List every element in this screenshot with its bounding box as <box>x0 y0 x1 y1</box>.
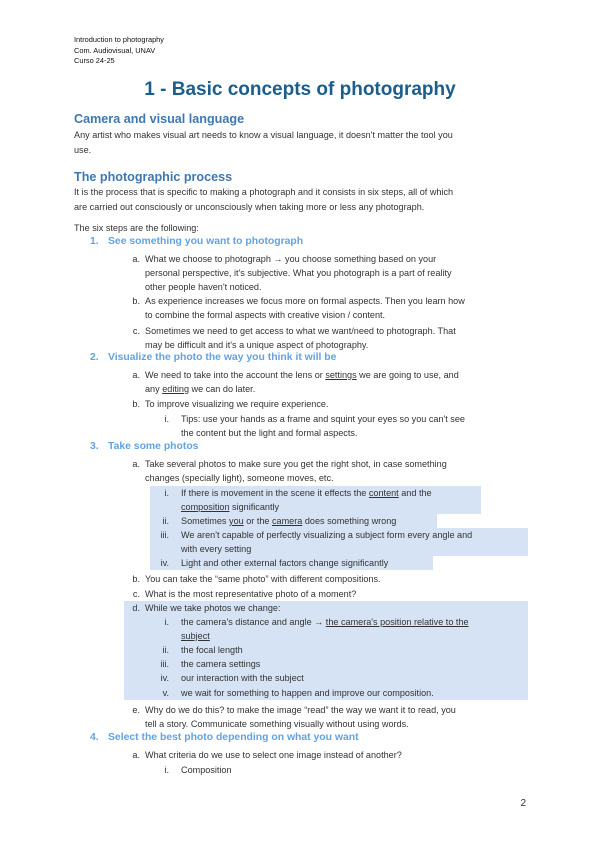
item-line <box>181 615 469 629</box>
text-run: and the <box>398 488 432 498</box>
list-item <box>162 643 243 657</box>
step-number: 2. <box>90 352 99 363</box>
list-item <box>132 397 329 411</box>
list-item <box>160 657 261 671</box>
item-line: changes (specially light), someone moves, etc. <box>145 473 334 483</box>
course-header <box>74 35 164 67</box>
list-item <box>132 294 465 322</box>
list-item <box>164 763 232 777</box>
item-line: the focal length <box>181 645 243 655</box>
text-run: If there is movement in the scene it effects the <box>181 488 369 498</box>
item-line <box>145 368 459 382</box>
list-marker: i. <box>164 414 169 424</box>
step-number: 4. <box>90 732 99 743</box>
header-course-name: Introduction to photography <box>74 35 164 44</box>
item-line: may be difficult and it's a unique aspect of photography. <box>145 340 369 350</box>
step-label: See something you want to photograph <box>108 236 304 247</box>
item-line: other people haven't noticed. <box>145 282 262 292</box>
underlined-term: you <box>229 516 244 526</box>
list-marker: a. <box>132 254 140 264</box>
text-run: significantly <box>229 502 280 512</box>
item-line: tell a story. Communicate something visually without using words. <box>145 719 409 729</box>
text-run: we are going to use, and <box>356 370 459 380</box>
item-line: Light and other external factors change significantly <box>181 558 389 568</box>
underlined-term: editing <box>162 384 190 394</box>
step-number: 1. <box>90 236 99 247</box>
item-line: Sometimes we need to get access to what we want/need to photograph. That <box>145 326 456 336</box>
item-line <box>181 500 432 514</box>
page-title: 1 - Basic concepts of photography <box>144 79 456 100</box>
underlined-term: subject <box>181 631 210 641</box>
list-marker: e. <box>132 705 140 715</box>
list-marker: v. <box>162 688 169 698</box>
list-marker: iii. <box>160 659 169 669</box>
list-marker: iv. <box>160 673 169 683</box>
item-line <box>181 514 396 528</box>
underlined-term: settings <box>325 370 357 380</box>
list-item <box>132 703 456 731</box>
item-line: Take several photos to make sure you get the right shot, in case something <box>145 459 447 469</box>
item-line: What criteria do we use to select one image instead of another? <box>145 750 402 760</box>
list-marker: c. <box>132 326 140 336</box>
list-marker: c. <box>132 589 140 599</box>
text-run: we can do later. <box>189 384 256 394</box>
underlined-term: camera <box>272 516 303 526</box>
page-number: 2 <box>520 798 526 809</box>
list-item <box>162 514 397 528</box>
step-label: Select the best photo depending on what you want <box>108 732 359 743</box>
list-item <box>160 671 304 685</box>
item-line: personal perspective, it's subjective. What you photograph is a part of reality <box>145 268 452 278</box>
list-marker: i. <box>164 765 169 775</box>
item-line: the content but the light and formal aspects. <box>181 428 358 438</box>
item-line: Composition <box>181 765 232 775</box>
list-marker: i. <box>164 488 169 498</box>
list-item <box>132 748 402 762</box>
list-marker: ii. <box>162 645 169 655</box>
text-run: does something wrong <box>302 516 397 526</box>
item-line: we wait for something to happen and improve our composition. <box>181 688 434 698</box>
paragraph-line: are carried out consciously or unconsciously when taking more or less any photograph. <box>74 202 425 212</box>
list-marker: iii. <box>160 530 169 540</box>
item-line: to combine the formal aspects with creative vision / content. <box>145 310 386 320</box>
underlined-term: content <box>368 488 399 498</box>
list-item <box>160 528 473 556</box>
text-run: any <box>145 384 163 394</box>
step-heading-2 <box>90 352 336 363</box>
list-item <box>132 587 357 601</box>
list-marker: a. <box>132 370 140 380</box>
list-marker: d. <box>132 603 140 613</box>
paragraph-line: Any artist who makes visual art needs to know a visual language, it doesn't matter the tool you <box>74 130 453 140</box>
item-line <box>145 382 459 396</box>
section-paragraph-camera <box>74 128 534 158</box>
item-line: with every setting <box>181 544 252 554</box>
step-label: Take some photos <box>108 441 199 452</box>
text-run: Sometimes <box>181 516 230 526</box>
text-run: the camera's distance and angle → <box>181 617 326 627</box>
section-paragraph-process <box>74 185 534 215</box>
item-line: We aren't capable of perfectly visualizing a subject form every angle and <box>181 530 473 540</box>
steps-intro: The six steps are the following: <box>74 223 199 233</box>
item-line: the camera settings <box>181 659 261 669</box>
list-marker: ii. <box>162 516 169 526</box>
step-heading-4 <box>90 732 359 743</box>
item-line: What is the most representative photo of a moment? <box>145 589 357 599</box>
item-line: As experience increases we focus more on formal aspects. Then you learn how <box>145 296 465 306</box>
list-marker: iv. <box>160 558 169 568</box>
list-marker: b. <box>132 574 140 584</box>
list-item <box>132 457 447 485</box>
list-marker: b. <box>132 296 140 306</box>
underlined-term: the camera's position relative to the <box>325 617 469 627</box>
item-line: While we take photos we change: <box>145 603 281 613</box>
paragraph-line: It is the process that is specific to making a photograph and it consists in six steps, all of which <box>74 187 454 197</box>
underlined-term: composition <box>181 502 230 512</box>
list-item <box>164 486 432 514</box>
item-line: What we choose to photograph → you choose something based on your <box>145 254 437 264</box>
list-item <box>164 615 469 643</box>
list-item <box>162 686 434 700</box>
header-program: Com. Audiovisual, UNAV <box>74 45 156 55</box>
list-marker: a. <box>132 750 140 760</box>
item-line <box>181 486 432 500</box>
list-marker: b. <box>132 399 140 409</box>
step-heading-1 <box>90 236 303 247</box>
list-item <box>132 572 381 586</box>
section-heading-camera: Camera and visual language <box>74 112 245 126</box>
list-item <box>132 252 452 294</box>
header-year: Curso 24-25 <box>74 56 115 65</box>
list-item <box>160 556 389 570</box>
item-line: our interaction with the subject <box>181 673 304 683</box>
text-run: or the <box>243 516 272 526</box>
item-line: You can take the “same photo” with different compositions. <box>145 574 381 584</box>
item-line: Why do we do this? to make the image “read” the way we want it to read, you <box>145 705 456 715</box>
step-heading-3 <box>90 441 198 452</box>
list-item <box>132 368 459 396</box>
step-label: Visualize the photo the way you think it will be <box>108 352 337 363</box>
section-heading-process: The photographic process <box>74 170 233 184</box>
item-line: To improve visualizing we require experience. <box>145 399 329 409</box>
item-line: Tips: use your hands as a frame and squint your eyes so you can't see <box>181 414 465 424</box>
list-item <box>164 412 465 440</box>
list-marker: i. <box>164 617 169 627</box>
paragraph-line: use. <box>74 145 92 155</box>
item-line <box>181 629 469 643</box>
step-number: 3. <box>90 441 99 452</box>
list-item <box>132 601 281 615</box>
list-marker: a. <box>132 459 140 469</box>
text-run: We need to take into the account the lens or <box>145 370 326 380</box>
list-item <box>132 324 456 352</box>
